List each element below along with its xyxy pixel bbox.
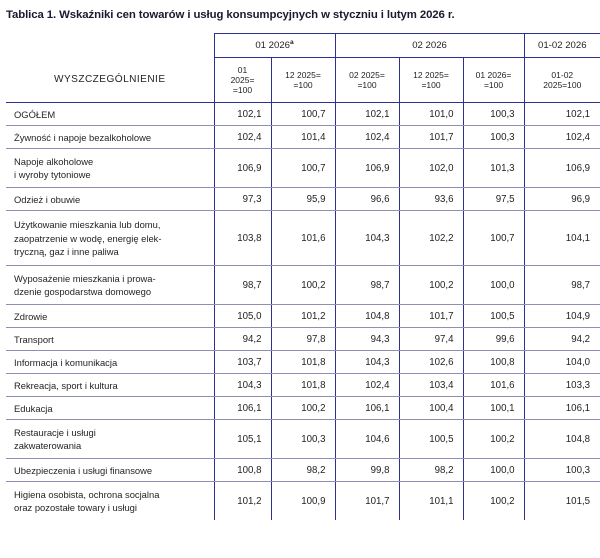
cell-value: 104,6 — [335, 420, 399, 459]
cell-value: 101,3 — [463, 149, 524, 188]
cpi-indices-table — [6, 33, 600, 520]
row-label — [6, 305, 214, 328]
subheader-col-2-line-1: 12 2025= — [285, 69, 321, 80]
row-label — [6, 211, 214, 266]
cell-value: 102,1 — [335, 103, 399, 126]
subheader-col-2-line-2: =100 — [293, 80, 313, 91]
cell-value: 98,7 — [335, 266, 399, 305]
row-label-line: Ubezpieczenia i usługi finansowe — [14, 464, 153, 476]
row-label-line: tryczną, gaz i inne paliwa — [14, 245, 119, 257]
row-label-line: Edukacja — [14, 402, 53, 414]
row-label-line: Restauracje i usługi — [14, 426, 96, 438]
subheader-col-1-line-2: 2025= — [230, 75, 255, 86]
table-row — [6, 351, 600, 374]
cell-value: 102,1 — [524, 103, 600, 126]
cell-value: 105,0 — [214, 305, 271, 328]
row-label-line: Informacja i komunikacja — [14, 356, 118, 368]
cell-value: 100,5 — [399, 420, 463, 459]
cell-value: 101,5 — [524, 482, 600, 521]
cell-value: 101,7 — [335, 482, 399, 521]
row-label-line: Użytkowanie mieszkania lub domu, — [14, 219, 161, 231]
subheader-col-6 — [524, 58, 600, 103]
subheader-col-2 — [271, 58, 335, 103]
cell-value: 106,9 — [214, 149, 271, 188]
table-row — [6, 211, 600, 266]
cell-value: 97,4 — [399, 328, 463, 351]
cell-value: 105,1 — [214, 420, 271, 459]
cell-value: 104,9 — [524, 305, 600, 328]
cell-value: 97,8 — [271, 328, 335, 351]
cell-value: 101,6 — [271, 211, 335, 266]
row-label — [6, 149, 214, 188]
cell-value: 102,1 — [214, 103, 271, 126]
row-label-line: zaopatrzenie w wodę, energię elek- — [14, 232, 162, 244]
column-group-row — [6, 34, 600, 58]
row-label — [6, 103, 214, 126]
cell-value: 104,8 — [524, 420, 600, 459]
table-row — [6, 126, 600, 149]
row-label-line: i wyroby tytoniowe — [14, 169, 91, 181]
cell-value: 102,4 — [335, 126, 399, 149]
row-label-line: Wyposażenie mieszkania i prowa- — [14, 272, 156, 284]
cell-value: 94,2 — [214, 328, 271, 351]
cell-value: 104,3 — [335, 211, 399, 266]
cell-value: 100,8 — [214, 459, 271, 482]
row-label-line: dzenie gospodarstwa domowego — [14, 286, 152, 298]
row-label — [6, 397, 214, 420]
table-row — [6, 328, 600, 351]
cell-value: 101,7 — [399, 305, 463, 328]
row-label-line: Napoje alkoholowe — [14, 155, 94, 167]
cell-value: 99,8 — [335, 459, 399, 482]
column-group-01-2026-label: 01 2026 — [255, 40, 291, 52]
table-row — [6, 188, 600, 211]
column-group-02-2026-label: 02 2026 — [412, 40, 447, 52]
row-label — [6, 188, 214, 211]
cell-value: 103,8 — [214, 211, 271, 266]
table-row — [6, 305, 600, 328]
cell-value: 104,1 — [524, 211, 600, 266]
cell-value: 96,6 — [335, 188, 399, 211]
cell-value: 104,0 — [524, 351, 600, 374]
cell-value: 106,1 — [524, 397, 600, 420]
cell-value: 100,0 — [463, 266, 524, 305]
cell-value: 104,3 — [214, 374, 271, 397]
cell-value: 102,0 — [399, 149, 463, 188]
row-label — [6, 126, 214, 149]
cell-value: 100,9 — [271, 482, 335, 521]
row-label — [6, 459, 214, 482]
cell-value: 102,6 — [399, 351, 463, 374]
cell-value: 100,2 — [399, 266, 463, 305]
cell-value: 98,7 — [214, 266, 271, 305]
cell-value: 94,3 — [335, 328, 399, 351]
table-row — [6, 374, 600, 397]
column-group-01-02-2026 — [524, 34, 600, 58]
row-label-line: OGÓŁEM — [14, 108, 56, 120]
cell-value: 99,6 — [463, 328, 524, 351]
cell-value: 102,4 — [524, 126, 600, 149]
cell-value: 100,3 — [463, 126, 524, 149]
row-label — [6, 420, 214, 459]
subheader-col-3-line-1: 02 2025= — [349, 69, 385, 80]
cell-value: 97,5 — [463, 188, 524, 211]
cell-value: 101,8 — [271, 374, 335, 397]
page-title: Tablica 1. Wskaźniki cen towarów i usług konsumpcyjnych w styczniu i lutym 2026 r. — [6, 9, 455, 21]
table-row — [6, 397, 600, 420]
table-row — [6, 149, 600, 188]
row-label-line: oraz pozostałe towary i usługi — [14, 502, 137, 514]
table-row — [6, 482, 600, 521]
cell-value: 100,2 — [463, 420, 524, 459]
cell-value: 106,9 — [335, 149, 399, 188]
subheader-col-3-line-2: =100 — [357, 80, 377, 91]
cell-value: 100,2 — [271, 266, 335, 305]
cell-value: 102,2 — [399, 211, 463, 266]
cell-value: 96,9 — [524, 188, 600, 211]
cell-value: 101,2 — [271, 305, 335, 328]
cell-value: 104,8 — [335, 305, 399, 328]
cell-value: 101,1 — [399, 482, 463, 521]
column-group-02-2026 — [335, 34, 524, 58]
row-label — [6, 351, 214, 374]
cell-value: 100,8 — [463, 351, 524, 374]
cell-value: 106,9 — [524, 149, 600, 188]
row-label — [6, 328, 214, 351]
cell-value: 100,2 — [271, 397, 335, 420]
cell-value: 100,0 — [463, 459, 524, 482]
cell-value: 101,8 — [271, 351, 335, 374]
cell-value: 100,7 — [271, 103, 335, 126]
subheader-col-6-line-2: 2025=100 — [543, 80, 582, 91]
footnote-marker-a: a — [290, 39, 294, 47]
subheader-col-4-line-1: 12 2025= — [413, 69, 449, 80]
table-header — [6, 34, 600, 103]
cell-value: 103,3 — [524, 374, 600, 397]
cell-value: 100,3 — [271, 420, 335, 459]
subheader-col-5 — [463, 58, 524, 103]
subheader-col-5-line-2: =100 — [483, 80, 504, 91]
subheader-col-4 — [399, 58, 463, 103]
subheader-col-1-line-3: =100 — [232, 85, 253, 96]
row-label-line: Odzież i obuwie — [14, 193, 81, 205]
cell-value: 100,4 — [399, 397, 463, 420]
cell-value: 102,4 — [335, 374, 399, 397]
cell-value: 94,2 — [524, 328, 600, 351]
cell-value: 100,3 — [463, 103, 524, 126]
cell-value: 102,4 — [214, 126, 271, 149]
cell-value: 100,5 — [463, 305, 524, 328]
cell-value: 106,1 — [214, 397, 271, 420]
row-label-line: Zdrowie — [14, 310, 48, 322]
table-row — [6, 420, 600, 459]
stub-spacer — [6, 34, 214, 58]
row-label-line: Higiena osobista, ochrona socjalna — [14, 488, 160, 500]
cell-value: 103,4 — [399, 374, 463, 397]
stub-header — [6, 58, 214, 103]
cell-value: 100,7 — [463, 211, 524, 266]
stub-header-label: WYSZCZEGÓLNIENIE — [53, 73, 166, 85]
cell-value: 93,6 — [399, 188, 463, 211]
row-label-line: zakwaterowania — [14, 440, 82, 452]
cell-value: 98,7 — [524, 266, 600, 305]
cell-value: 101,2 — [214, 482, 271, 521]
row-label — [6, 482, 214, 521]
cell-value: 98,2 — [399, 459, 463, 482]
subheader-col-1-line-1: 01 — [237, 64, 248, 75]
cell-value: 101,6 — [463, 374, 524, 397]
cell-value: 101,4 — [271, 126, 335, 149]
cell-value: 100,7 — [271, 149, 335, 188]
row-label-line: Żywność i napoje bezalkoholowe — [14, 131, 152, 143]
cell-value: 95,9 — [271, 188, 335, 211]
table-row — [6, 103, 600, 126]
table-body — [6, 103, 600, 521]
subheader-col-3 — [335, 58, 399, 103]
row-label-line: Transport — [14, 333, 54, 345]
row-label-line: Rekreacja, sport i kultura — [14, 379, 118, 391]
table-row — [6, 459, 600, 482]
column-group-01-02-2026-label: 01-02 2026 — [538, 40, 587, 52]
cell-value: 100,2 — [463, 482, 524, 521]
subheader-col-1 — [214, 58, 271, 103]
cell-value: 104,3 — [335, 351, 399, 374]
column-group-01-2026 — [214, 34, 335, 58]
cell-value: 103,7 — [214, 351, 271, 374]
subheader-col-4-line-2: =100 — [421, 80, 441, 91]
cell-value: 101,0 — [399, 103, 463, 126]
cell-value: 106,1 — [335, 397, 399, 420]
row-label — [6, 374, 214, 397]
subheader-col-6-line-1: 01-02 — [551, 69, 574, 80]
row-label — [6, 266, 214, 305]
subheader-col-5-line-1: 01 2026= — [475, 69, 512, 80]
column-subheader-row — [6, 58, 600, 103]
cell-value: 100,3 — [524, 459, 600, 482]
cell-value: 101,7 — [399, 126, 463, 149]
cell-value: 97,3 — [214, 188, 271, 211]
cell-value: 100,1 — [463, 397, 524, 420]
cell-value: 98,2 — [271, 459, 335, 482]
table-row — [6, 266, 600, 305]
